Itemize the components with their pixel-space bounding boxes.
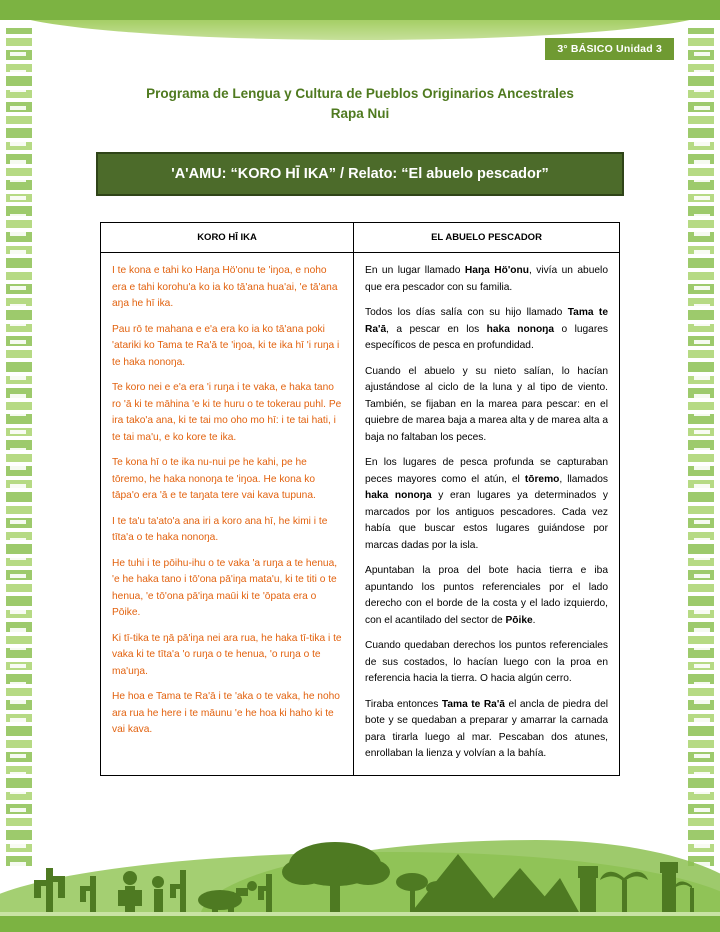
- left-pattern-strip-overlay: [10, 28, 26, 866]
- top-green-band: [0, 0, 720, 40]
- bilingual-text-table: [100, 222, 620, 776]
- program-title: [60, 84, 660, 125]
- right-pattern-strip-overlay: [694, 28, 710, 866]
- spanish-paragraph: Apuntaban la proa del bote hacia tierra e iba apuntando los puntos referenciales por el lado derecho con el borde de la costa y el lado izquierdo, con el acantilado del sector de Pōike.: [365, 565, 608, 626]
- mountain-silhouette: [400, 844, 580, 914]
- hill-shape-left: [0, 852, 720, 918]
- spanish-paragraph: En un lugar llamado Haŋa Hö'onu, vivía un abuelo que era pescador con su familia.: [365, 265, 608, 293]
- spanish-paragraph: Cuando quedaban derechos los puntos referenciales de sus costados, lo hacían luego con la proa en referencia hacia la tierra. O hacia algún cerro.: [365, 640, 608, 685]
- program-title-line2: Rapa Nui: [330, 106, 390, 122]
- tree-silhouette: [260, 840, 460, 914]
- table-header-spanish: EL ABUELO PESCADOR: [431, 232, 542, 243]
- spanish-paragraph: En los lugares de pesca profunda se capturaban peces mayores como el atún, el tōremo, llamados haka nonoŋa y eran lugares ya determinados y marcados por los antiguos pescadores. Cada vez había que buscar estos lugares guiándose por marcas dadas por la isla.: [365, 457, 608, 551]
- bottom-light-strip: [0, 912, 720, 918]
- rapanui-paragraph: Pau rō te mahana e e'a era ko ia ko tā'ana poki 'atariki ko Tama te Ra'ā te 'iŋoa, ki te ika hī 'i ruŋa i te haka nonoŋa.: [112, 323, 340, 368]
- bottom-landscape-scene: [0, 840, 720, 932]
- rapanui-paragraph: He tuhi i te pōihu-ihu o te vaka 'a ruŋa a te henua, 'e he haka tano i tō'ona pā'iŋa mata'u, ki te titi o te henua, 'e tō'ona pā'iŋa maūi ki te 'ōpata era o Pōike.: [112, 557, 338, 619]
- left-pattern-strip: [6, 28, 32, 866]
- rapanui-paragraph: I te ta'u ta'ato'a ana iri a koro ana hī, he kimi i te tīta'a o te haka nonoŋa.: [112, 515, 328, 544]
- table-body-row: [101, 253, 619, 775]
- cactus-and-figures-silhouette: [30, 850, 290, 914]
- right-pattern-strip: [688, 28, 714, 866]
- right-pattern-border: [684, 28, 720, 866]
- moai-and-palm-silhouette: [566, 848, 706, 914]
- program-title-line1: Programa de Lengua y Cultura de Pueblos Originarios Ancestrales: [146, 86, 574, 101]
- document-title-bar: 'A'AMU: “KORO HĪ IKA” / Relato: “El abuelo pescador”: [96, 152, 624, 196]
- spanish-paragraph: Tiraba entonces Tama te Ra'ā el ancla de piedra del bote y se quedaban a preparar y amarrar la carnada para tirarla luego al mar. Pescaban dos atunes, enrollaban la lienza y volvían a la bahía.: [365, 698, 608, 760]
- top-green-band-inner: [0, 0, 720, 20]
- rapanui-paragraph: I te kona e tahi ko Haŋa Hö'onu te 'iŋoa, e noho era e tahi korohu'a ko ia ko tā'ana hua'ai, 'e tā'ana aŋa he hī ika.: [112, 265, 338, 310]
- rapanui-paragraph: Ki tī-tika te ŋā pā'iŋa nei ara rua, he haka tī-tika i te vaka ki te tīta'a 'o ruŋa o te henua, 'o ruŋa o te ma'uŋa.: [112, 632, 342, 677]
- spanish-paragraph: Todos los días salía con su hijo llamado Tama te Ra'ā, a pescar en los haka nonoŋa o lugares específicos de pesca en profundidad.: [365, 307, 608, 352]
- table-header-rapanui: KORO HĪ IKA: [101, 223, 354, 252]
- unit-badge: 3° BÁSICO Unidad 3: [545, 38, 674, 60]
- spanish-text-column: [354, 253, 619, 775]
- rapanui-paragraph: Te kona hī o te ika nu-nui pe he kahi, pe he tōremo, he haka nonoŋa te 'iŋoa. He kona ko tāpa'o era 'ā e te taŋata tere vai kava tupuna.: [112, 457, 316, 502]
- left-pattern-border: [0, 28, 36, 866]
- bottom-green-strip: [0, 916, 720, 932]
- rapanui-paragraph: Te koro nei e e'a era 'i ruŋa i te vaka, e haka tano ro 'ā ki te māhina 'e ki te huru o te tokerau puhl. Pe ira tako'a ana, ki te tai mo oho mo hī: i te tai hati, i te tai ma'u, e ko kore te ika.: [112, 382, 342, 443]
- spanish-paragraph: Cuando el abuelo y su nieto salían, lo hacían ajustándose al ciclo de la luna y al tipo de viento. También, se fijaban en la marea para pescar: en el quiebre de marea baja a marea alta y de marea alta a baja no faltaban los peces.: [365, 365, 608, 443]
- rapanui-paragraph: He hoa e Tama te Ra'ā i te 'aka o te vaka, he noho ara rua he here i te māunu 'e he hoa ki haho ki te vai kava.: [112, 691, 340, 736]
- hill-shape-right: [200, 840, 720, 918]
- rapanui-text-column: [101, 253, 354, 775]
- table-header-row: [101, 223, 619, 253]
